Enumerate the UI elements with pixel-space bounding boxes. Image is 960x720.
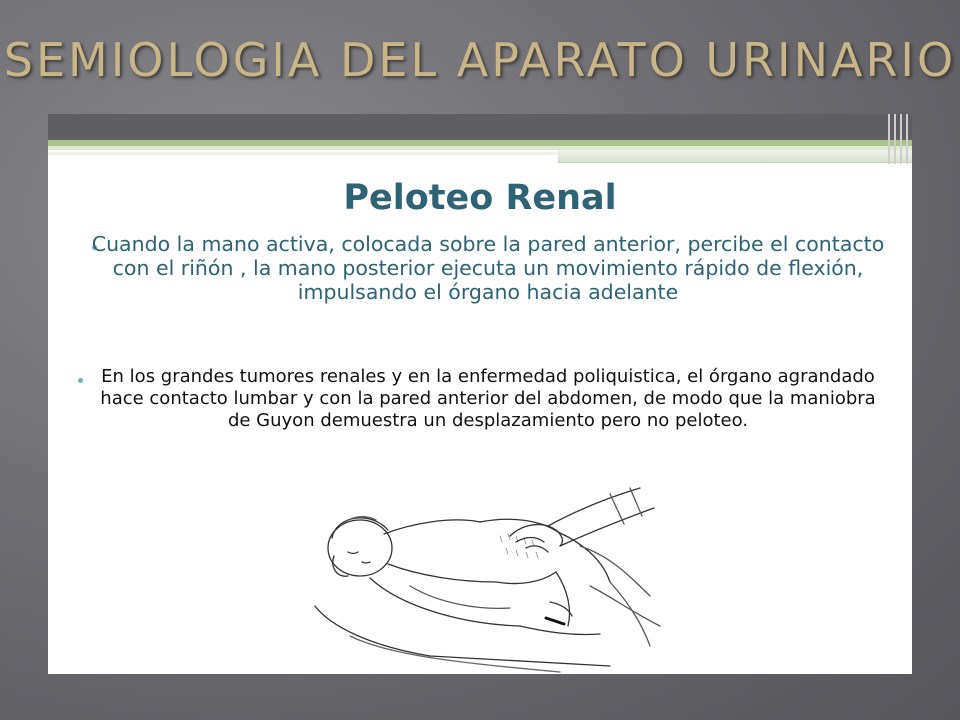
section-heading: Peloteo Renal [343, 178, 617, 218]
accent-stripe-thin [48, 152, 558, 155]
content-panel [48, 114, 912, 674]
accent-stripe-block [558, 150, 912, 163]
bullet-text-1: Cuando la mano activa, colocada sobre la pared anterior, percibe el contacto con el riñón , la mano posterior ejecuta un movimiento rápido de flexión, impulsando el órgano hacia adelante [91, 232, 885, 304]
bullet-marker [78, 378, 83, 383]
slide-title: SEMIOLOGIA DEL APARATO URINARIO [3, 33, 957, 87]
corner-decoration [884, 114, 912, 164]
patient-palpation-drawing-icon [310, 486, 670, 674]
panel-header-bar [48, 114, 912, 140]
bullet-text-2: En los grandes tumores renales y en la enfermedad poliquistica, el órgano agrandado hace contacto lumbar y con la pared anterior del abdomen, de modo que la maniobra de Guyon demuestra un desplazamiento pero no peloteo. [100, 366, 876, 431]
